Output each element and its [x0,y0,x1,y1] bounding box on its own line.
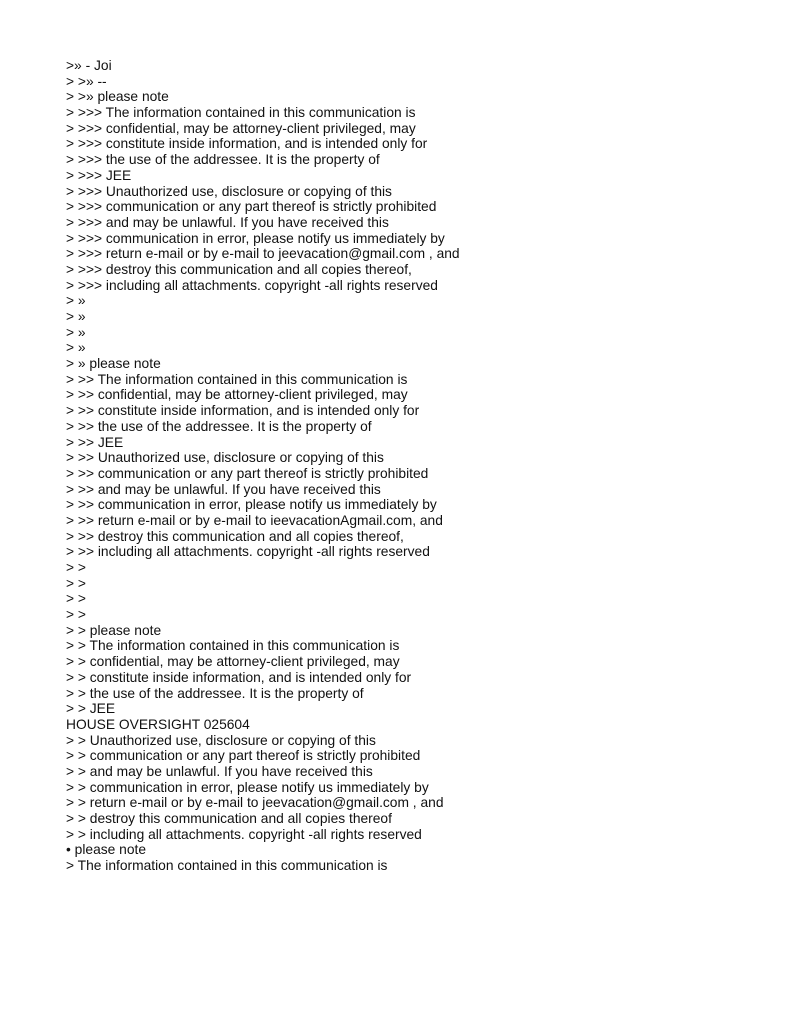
text-line: > >>> communication in error, please notify us immediately by [66,230,445,246]
text-line: > >>> The information contained in this communication is [66,105,416,121]
text-line: >» - Joi [66,58,112,73]
text-line: > >> communication or any part thereof is strictly prohibited [66,465,429,481]
text-line: > > communication or any part thereof is strictly prohibited [66,748,421,764]
text-line: > » [66,340,86,356]
text-line: > > please note [66,622,162,638]
text-line: > >>> return e-mail or by e-mail to jeevacation@gmail.com , and [66,246,460,262]
text-line: > > communication in error, please notify us immediately by [66,779,429,795]
text-line: > > [66,591,86,607]
text-line: > >>> confidential, may be attorney-client privileged, may [66,120,416,136]
text-line: > > return e-mail or by e-mail to jeevacation@gmail.com , and [66,795,444,811]
text-line: HOUSE OVERSIGHT 025604 [66,716,250,732]
text-line: > > [66,607,86,623]
text-line: > >>> JEE [66,167,132,183]
text-line: > >> The information contained in this communication is [66,371,408,387]
text-line: > > [66,575,86,591]
text-line: > > constitute inside information, and is intended only for [66,669,412,685]
email-text-body [66,58,766,874]
text-line: > >> destroy this communication and all copies thereof, [66,528,404,544]
text-line: > > [66,560,86,575]
text-line: > >> the use of the addressee. It is the property of [66,418,372,434]
text-line: > >> constitute inside information, and is intended only for [66,403,420,419]
text-line: > > Unauthorized use, disclosure or copying of this [66,732,376,748]
text-line: > > JEE [66,701,116,717]
text-line: > >>> the use of the addressee. It is the property of [66,152,380,168]
text-line: > >» please note [66,89,169,105]
text-line: > >> including all attachments. copyright -all rights reserved [66,544,430,560]
text-line: > > including all attachments. copyright -all rights reserved [66,826,422,842]
text-line: > >>> destroy this communication and all copies thereof, [66,261,412,277]
text-line: > » [66,309,86,324]
text-line: > » [66,324,86,340]
text-line: > >> Unauthorized use, disclosure or copying of this [66,450,384,466]
text-line: > » [66,293,86,309]
text-line: > >» -- [66,73,107,89]
text-line: > >>> constitute inside information, and is intended only for [66,136,428,152]
text-line: > > confidential, may be attorney-client privileged, may [66,654,400,670]
text-line: > >> return e-mail or by e-mail to ieevacationAgmail.com, and [66,512,443,528]
text-line: > > destroy this communication and all copies thereof [66,811,392,826]
text-line: > > The information contained in this communication is [66,638,400,654]
text-line: > » please note [66,356,161,372]
text-line: > >>> including all attachments. copyright -all rights reserved [66,277,438,293]
text-line: • please note [66,842,147,858]
text-line: > >>> and may be unlawful. If you have received this [66,214,389,230]
text-line: > >>> communication or any part thereof is strictly prohibited [66,199,437,215]
text-line: > >> communication in error, please notify us immediately by [66,497,437,513]
text-line: > > and may be unlawful. If you have received this [66,763,373,779]
text-line: > >> JEE [66,434,124,450]
text-line: > > the use of the addressee. It is the property of [66,685,364,701]
text-line: > The information contained in this communication is [66,858,388,874]
text-line: > >> and may be unlawful. If you have received this [66,481,381,497]
text-line: > >> confidential, may be attorney-client privileged, may [66,387,408,403]
text-line: > >>> Unauthorized use, disclosure or copying of this [66,183,392,199]
